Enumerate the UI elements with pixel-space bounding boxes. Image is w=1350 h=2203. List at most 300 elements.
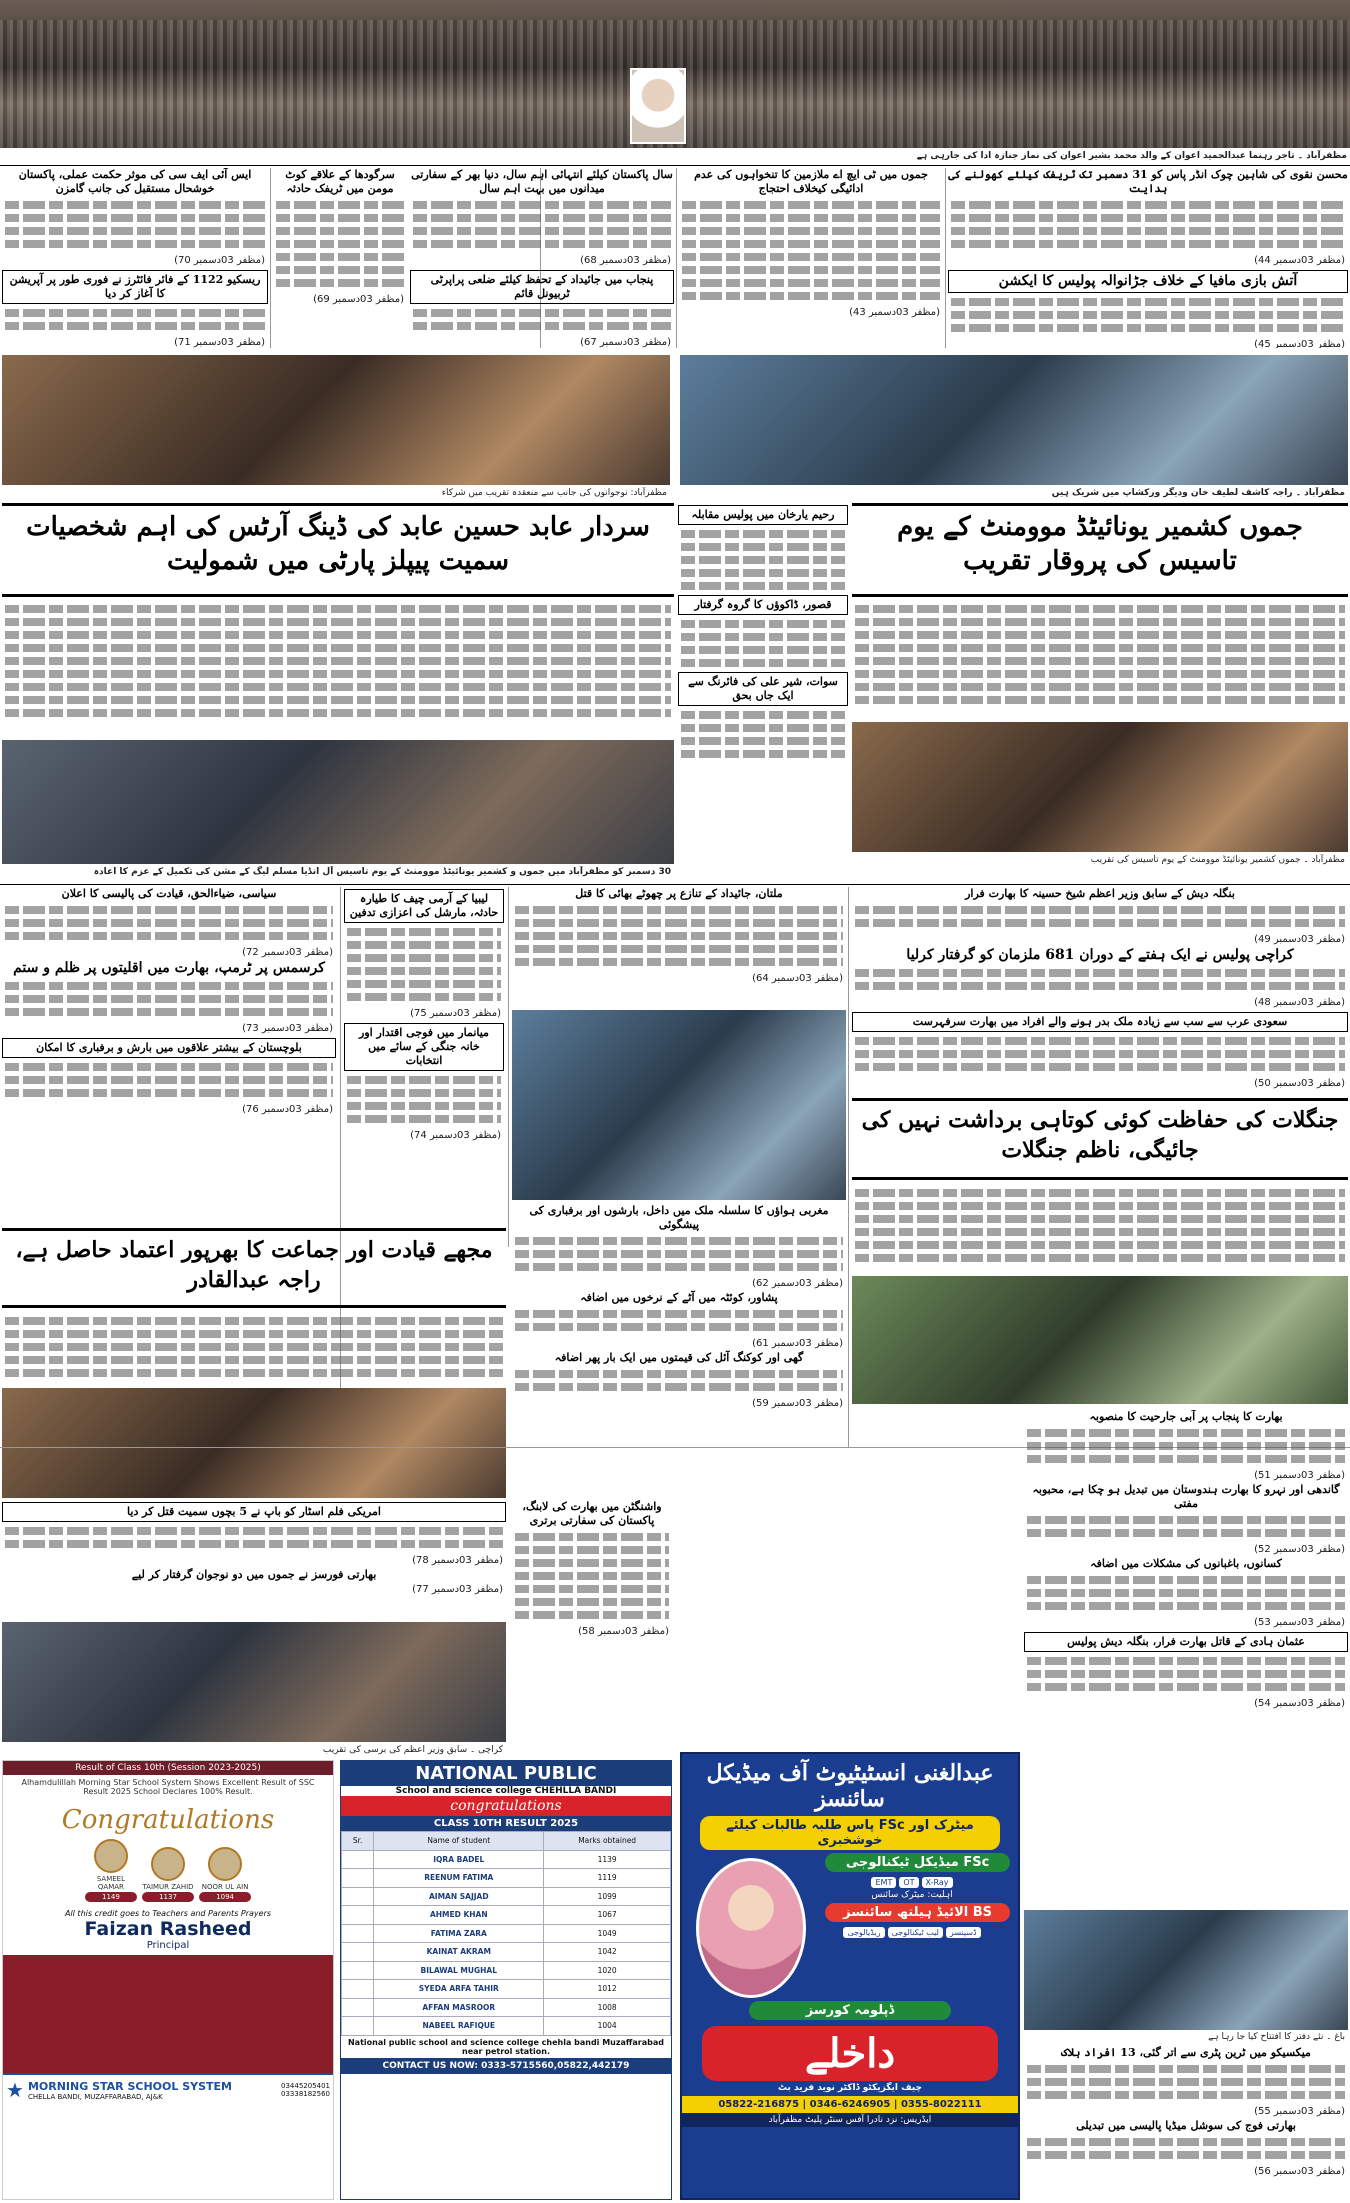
course-fsc: FSc میڈیکل ٹیکنالوجی: [825, 1853, 1010, 1872]
text-line: [515, 1546, 669, 1554]
text-line: [347, 954, 501, 962]
text-line: [855, 1215, 1345, 1223]
topper-photo: [94, 1839, 128, 1873]
text-line: [1027, 2078, 1345, 2086]
story-ref: (مظفر 03دسمبر 67): [580, 337, 671, 348]
text-line: [855, 605, 1345, 613]
text-line: [347, 967, 501, 975]
story-headline: سعودی عرب سے سب سے زیادہ ملک بدر ہونے والے افراد میں بھارت سرفہرست: [852, 1012, 1348, 1032]
top-photo-portrait-inset: [630, 68, 686, 144]
text-line: [347, 993, 501, 1001]
text-line: [681, 659, 845, 667]
text-line: [5, 982, 333, 990]
ad-school-title: NATIONAL PUBLIC: [341, 1761, 671, 1786]
story-headline: پنجاب میں جائیداد کے تحفظ کیلئے ضلعی پراپرٹی ٹربیونل قائم: [410, 270, 674, 304]
student-marks: 1004: [544, 2017, 671, 2036]
story-headline: کسانوں، باغبانوں کی مشکلات میں اضافہ: [1090, 1557, 1282, 1570]
text-line: [5, 227, 265, 235]
story-ref: (مظفر 03دسمبر 49): [1254, 934, 1345, 945]
text-line: [276, 266, 404, 274]
text-line: [5, 322, 265, 330]
ad-footer: [3, 2073, 333, 2105]
student-marks: 1119: [544, 1869, 671, 1888]
text-line: [5, 1063, 333, 1071]
text-line: [276, 253, 404, 261]
text-line: [1027, 2151, 1345, 2159]
text-line: [276, 201, 404, 209]
table-row: [342, 1924, 671, 1943]
story-headline: کرسمس پر ٹرمپ، بھارت میں اقلیتوں پر ظلم و ستم: [13, 960, 325, 976]
text-line: [515, 1237, 843, 1245]
text-line: [682, 240, 940, 248]
student-name: BILAWAL MUGHAL: [374, 1961, 544, 1980]
text-line: [855, 1254, 1345, 1262]
story-headline: عثمان ہادی کے قاتل بھارت فرار، بنگلہ دیش پولیس: [1024, 1632, 1348, 1652]
story-headline: گھی اور کوکنگ آئل کی قیمتوں میں ایک بار پھر اضافہ: [554, 1351, 804, 1364]
story-body-left: [2, 600, 674, 740]
principal-title: Principal: [146, 1940, 190, 1951]
topper-card: [142, 1847, 194, 1902]
text-line: [951, 298, 1345, 306]
photo-caption: مظفرآباد ۔ راجہ کاشف لطیف خان ودیگر ورکشاپ میں شریک ہیں: [1051, 488, 1345, 498]
table-row: [342, 1906, 671, 1925]
principal-name: Faizan Rasheed: [84, 1918, 252, 1940]
story-ref: (مظفر 03دسمبر 73): [242, 1023, 333, 1034]
story-headline: بنگلہ دیش کے سابق وزیر اعظم شیخ حسینہ کا بھارت فرار: [965, 887, 1235, 900]
story-ref: (مظفر 03دسمبر 51): [1254, 1470, 1345, 1481]
text-line: [1027, 2065, 1345, 2073]
text-line: [5, 1330, 503, 1338]
text-line: [682, 227, 940, 235]
story-headline: سال پاکستان کیلئے انتہائی اہم سال، دنیا بھر کے سفارتی میدانوں میں بہت اہم سال: [411, 168, 673, 195]
text-line: [515, 1559, 669, 1567]
course-tag: لیب ٹیکنالوجی: [888, 1927, 943, 1938]
mid-right-stories: [852, 887, 1348, 1097]
text-line: [5, 1008, 333, 1016]
col-name: Name of student: [374, 1832, 544, 1851]
story-ref: (مظفر 03دسمبر 55): [1254, 2106, 1345, 2117]
story-ref: (مظفر 03دسمبر 59): [752, 1398, 843, 1409]
text-line: [515, 1533, 669, 1541]
text-line: [681, 582, 845, 590]
divider: [0, 884, 1350, 885]
story-headline: آتش بازی مافیا کے خلاف جڑانوالہ پولیس کا ایکشن: [948, 270, 1348, 293]
text-line: [515, 919, 843, 927]
center-story-murder: [512, 887, 846, 1017]
text-line: [855, 969, 1345, 977]
text-line: [855, 919, 1345, 927]
center-lower-lobbying: [512, 1500, 672, 1750]
story-headline: لیبیا کے آرمی چیف کا طیارہ حادثہ، مارشل کی اعزازی تدفین: [344, 889, 504, 923]
story-ref: (مظفر 03دسمبر 56): [1254, 2166, 1345, 2177]
story-headline: بھارتی فوج کی سوشل میڈیا پالیسی میں تبدیلی: [1076, 2119, 1296, 2132]
text-line: [5, 1369, 503, 1377]
text-line: [855, 1063, 1345, 1071]
small-box-headline: سوات، شیر علی کی فائرنگ سے ایک جاں بحق: [678, 672, 848, 706]
story-headline: سیاسی، ضیاءالحق، قیادت کی پالیسی کا اعلان: [61, 887, 277, 900]
text-line: [5, 1356, 503, 1364]
text-line: [347, 941, 501, 949]
institute-subtitle: میٹرک اور FSc پاس طلبہ طالبات کیلئے خوشخبری: [700, 1816, 1000, 1850]
text-line: [681, 556, 845, 564]
story-ref: (مظفر 03دسمبر 43): [849, 307, 940, 318]
photo-meeting-left: [2, 355, 670, 485]
text-line: [5, 240, 265, 248]
ad-address: National public school and science college chehla bandi Muzaffarabad near petrol station.: [347, 2037, 664, 2056]
story-body-right: [852, 600, 1348, 720]
student-name: AFFAN MASROOR: [374, 1998, 544, 2017]
text-line: [276, 214, 404, 222]
lower-left-stories: [2, 1500, 506, 1620]
text-line: [515, 958, 843, 966]
text-line: [5, 919, 333, 927]
text-line: [1027, 1670, 1345, 1678]
text-line: [681, 646, 845, 654]
story-headline: سرگودھا کے علاقے کوٹ مومن میں ٹریفک حادثہ: [285, 168, 395, 195]
row-index: [342, 2017, 374, 2036]
topper-photo: [208, 1847, 242, 1881]
text-line: [855, 1189, 1345, 1197]
text-line: [5, 696, 671, 704]
text-line: [347, 1102, 501, 1110]
student-name: REENUM FATIMA: [374, 1869, 544, 1888]
ad-result-banner: Result of Class 10th (Session 2023-2025): [3, 1761, 333, 1775]
text-line: [855, 1228, 1345, 1236]
topper-name: TAIMUR ZAHID: [142, 1883, 194, 1891]
text-line: [276, 227, 404, 235]
story-headline: محسن نقوی کی شاہین چوک انڈر پاس کو 31 دسمبر تک ٹریفک کیلئے کھولنے کی ہدایت: [948, 168, 1348, 195]
text-line: [515, 945, 843, 953]
text-line: [681, 737, 845, 745]
ad-school-subtitle: School and science college CHEHLLA BANDI: [395, 1786, 617, 1796]
topper-card: [85, 1839, 137, 1902]
student-marks: 1049: [544, 1924, 671, 1943]
topper-photo: [151, 1847, 185, 1881]
text-line: [5, 309, 265, 317]
story-headline: پشاور، کوئٹہ میں آٹے کے نرخوں میں اضافہ: [580, 1291, 778, 1304]
text-line: [1027, 1429, 1345, 1437]
phone-number: 03445205401: [281, 2082, 330, 2090]
student-marks: 1008: [544, 1998, 671, 2017]
phone-block: [281, 2082, 330, 2098]
text-line: [855, 1050, 1345, 1058]
institute-phones: 05822-216875 | 0346-6246905 | 0355-8022111: [682, 2096, 1018, 2113]
text-line: [681, 530, 845, 538]
text-line: [855, 644, 1345, 652]
story-headline: میانمار میں فوجی اقتدار اور خانہ جنگی کے سائے میں انتخابات: [344, 1023, 504, 1071]
text-line: [413, 240, 671, 248]
divider: [0, 165, 1350, 166]
student-marks: 1042: [544, 1943, 671, 1962]
text-line: [5, 618, 671, 626]
story-ref: (مظفر 03دسمبر 70): [174, 255, 265, 266]
course-bs: BS الائیڈ ہیلتھ سائنسز: [825, 1903, 1010, 1922]
text-line: [347, 980, 501, 988]
text-line: [682, 201, 940, 209]
text-line: [681, 633, 845, 641]
text-line: [682, 292, 940, 300]
course-tag: ریڈیالوجی: [843, 1927, 884, 1938]
student-list: [3, 1955, 333, 2073]
text-line: [951, 311, 1345, 319]
text-line: [682, 214, 940, 222]
text-line: [5, 670, 671, 678]
school-location: CHELLA BANDI, MUZAFFARABAD, AJ&K: [27, 2092, 163, 2101]
story-headline: ریسکیو 1122 کے فائر فائٹرز نے فوری طور پر آپریشن کا آغاز کر دیا: [2, 270, 268, 304]
story-ref: (مظفر 03دسمبر 54): [1254, 1698, 1345, 1709]
small-box-headline: قصور، ڈاکوؤں کا گروہ گرفتار: [678, 595, 848, 615]
text-line: [5, 1343, 503, 1351]
text-line: [5, 1527, 503, 1535]
story-ref: (مظفر 03دسمبر 64): [752, 973, 843, 984]
photo-medical-camp: [2, 1388, 506, 1498]
story-ref: (مظفر 03دسمبر 75): [410, 1008, 501, 1019]
text-line: [681, 711, 845, 719]
text-line: [681, 543, 845, 551]
ad-congratulations: congratulations: [341, 1796, 671, 1816]
story-col-5: [2, 168, 268, 348]
row-index: [342, 1943, 374, 1962]
topper-marks: 1149: [85, 1892, 137, 1902]
col-sr: Sr.: [342, 1832, 374, 1851]
story-headline: بھارت کا پنجاب پر آبی جارحیت کا منصوبہ: [1089, 1410, 1283, 1423]
story-headline: ایس آئی ایف سی کی موثر حکمت عملی، پاکستان خوشحال مستقبل کی جانب گامزن: [18, 168, 252, 195]
ad-congratulations: Congratulations: [61, 1805, 275, 1835]
story-headline: امریکی فلم اسٹار کو باپ نے 5 بچوں سمیت قتل کر دیا: [2, 1502, 506, 1522]
ad-abdul-ghani-institute: [680, 1752, 1020, 2200]
ad-national-public-school: [340, 1760, 672, 2200]
text-line: [1027, 1529, 1345, 1537]
text-line: [855, 1202, 1345, 1210]
text-line: [681, 569, 845, 577]
story-headline: جموں میں ٹی ایچ اے ملازمین کا تنخواہوں کی عدم ادائیگی کیخلاف احتجاج: [694, 168, 928, 195]
student-marks: 1067: [544, 1906, 671, 1925]
text-line: [855, 1241, 1345, 1249]
story-ref: (مظفر 03دسمبر 77): [412, 1584, 503, 1595]
story-col-1: [948, 168, 1348, 348]
text-line: [1027, 1683, 1345, 1691]
text-line: [951, 240, 1345, 248]
student-portrait: [696, 1858, 806, 1998]
ad-thanks: All this credit goes to Teachers and Parents Prayers: [64, 1909, 272, 1918]
text-line: [413, 309, 671, 317]
table-row: [342, 1961, 671, 1980]
text-line: [1027, 1516, 1345, 1524]
divider: [508, 887, 509, 1247]
leadership-body: [2, 1312, 506, 1382]
table-row: [342, 1943, 671, 1962]
story-ref: (مظفر 03دسمبر 53): [1254, 1617, 1345, 1628]
row-index: [342, 1906, 374, 1925]
topper-marks: 1137: [142, 1892, 194, 1902]
divider: [848, 887, 849, 1447]
text-line: [515, 1310, 843, 1318]
director-name: چیف ایگزیکٹو ڈاکٹر نوید فرید بٹ: [778, 2083, 922, 2093]
institute-address: ایڈریس: نزد نادرا آفس سنٹر پلیٹ مظفرآباد: [682, 2113, 1018, 2127]
text-line: [347, 1115, 501, 1123]
photo-inauguration: [1024, 1910, 1348, 2030]
school-logo-block: [6, 2078, 232, 2102]
results-body: [342, 1850, 671, 2035]
left-stories: [2, 887, 336, 1217]
text-line: [682, 266, 940, 274]
text-line: [5, 201, 265, 209]
story-ref: (مظفر 03دسمبر 74): [410, 1130, 501, 1141]
right-bottom-stories: [1024, 2046, 1348, 2200]
text-line: [515, 1263, 843, 1271]
text-line: [5, 605, 671, 613]
student-marks: 1099: [544, 1887, 671, 1906]
photo-school-children: [512, 1010, 846, 1200]
table-header-row: [342, 1832, 671, 1851]
story-ref: (مظفر 03دسمبر 76): [242, 1104, 333, 1115]
table-row: [342, 1998, 671, 2017]
text-line: [347, 1089, 501, 1097]
text-line: [855, 906, 1345, 914]
student-marks: 1139: [544, 1850, 671, 1869]
row-index: [342, 1998, 374, 2017]
table-row: [342, 2017, 671, 2036]
text-line: [5, 1317, 503, 1325]
text-line: [951, 214, 1345, 222]
text-line: [347, 928, 501, 936]
student-name: SYEDA ARFA TAHIR: [374, 1980, 544, 1999]
text-line: [413, 227, 671, 235]
ad-toppers: [3, 1839, 333, 1903]
text-line: [1027, 2091, 1345, 2099]
course-tag: ڈسپنسر: [946, 1927, 981, 1938]
story-col-3: [410, 168, 674, 348]
topper-marks: 1094: [199, 1892, 251, 1902]
text-line: [413, 214, 671, 222]
text-line: [5, 1089, 333, 1097]
text-line: [5, 906, 333, 914]
photo-forest-officials: [852, 1276, 1348, 1404]
story-ref: (مظفر 03دسمبر 52): [1254, 1544, 1345, 1555]
ad-contact: CONTACT US NOW: 0333-5715560,05822,442179: [341, 2058, 671, 2074]
text-line: [5, 683, 671, 691]
ad-class-line: CLASS 10TH RESULT 2025: [341, 1816, 671, 1831]
story-ref: (مظفر 03دسمبر 58): [578, 1626, 669, 1637]
row-index: [342, 1980, 374, 1999]
text-line: [682, 253, 940, 261]
story-col-2: [679, 168, 943, 348]
col-marks: Marks obtained: [544, 1832, 671, 1851]
headline-big-left: سردار عابد حسین عابد کی ڈینگ آرٹس کی اہم شخصیات سمیت پیپلز پارٹی میں شمولیت: [2, 503, 674, 597]
text-line: [1027, 1576, 1345, 1584]
text-line: [5, 657, 671, 665]
eligibility: اہلیت: میٹرک سائنس: [871, 1890, 953, 1900]
student-name: KAINAT AKRAM: [374, 1943, 544, 1962]
story-ref: (مظفر 03دسمبر 48): [1254, 997, 1345, 1008]
text-line: [5, 1076, 333, 1084]
student-name: FATIMA ZARA: [374, 1924, 544, 1943]
text-line: [855, 657, 1345, 665]
row-index: [342, 1850, 374, 1869]
star-logo-icon: ★: [6, 2078, 24, 2102]
text-line: [276, 279, 404, 287]
course-tags: [806, 1925, 1018, 1940]
student-marks: 1012: [544, 1980, 671, 1999]
text-line: [951, 201, 1345, 209]
topper-name: NOOR UL AIN: [201, 1883, 249, 1891]
story-headline: واشنگٹن میں بھارت کی لابنگ، پاکستان کی سفارتی برتری: [522, 1500, 662, 1527]
headline-big-right: جموں کشمیر یونائیٹڈ موومنٹ کے یوم تاسیس کی پروقار تقریب: [852, 503, 1348, 597]
ad-intro: Alhamdulillah Morning Star School System Shows Excellent Result of SSC Result 2025 School Declares 100% Result.: [21, 1778, 315, 1796]
institute-title: عبدالغنی انسٹیٹیوٹ آف میڈیکل سائنسز: [706, 1760, 994, 1812]
student-name: NABEEL RAFIQUE: [374, 2017, 544, 2036]
text-line: [855, 683, 1345, 691]
results-table: [341, 1831, 671, 2036]
top-photo-caption: مظفرآباد ۔ تاجر رہنما عبدالحمید اعوان کے والد محمد بشیر اعوان کی نماز جنازہ ادا کی جارہی ہے: [916, 151, 1347, 161]
story-ref: (مظفر 03دسمبر 50): [1254, 1078, 1345, 1089]
text-line: [5, 932, 333, 940]
student-name: AHMED KHAN: [374, 1906, 544, 1925]
course-tag: OT: [899, 1877, 918, 1888]
story-ref: (مظفر 03دسمبر 68): [580, 255, 671, 266]
story-ref: (مظفر 03دسمبر 78): [412, 1555, 503, 1566]
text-line: [682, 279, 940, 287]
photo-caption: باغ ۔ نئے دفتر کا افتتاح کیا جا رہا ہے: [1208, 2032, 1345, 2042]
banner-30-december: 30 دسمبر کو مظفرآباد میں جموں و کشمیر یونائیٹڈ موومنٹ کے یوم تاسیس آل انڈیا مسلم لیگ کے مشن کی تکمیل کے عزم کا اعادہ: [93, 867, 671, 877]
photo-event-bottom-left: [2, 1622, 506, 1742]
text-line: [5, 214, 265, 222]
center-left-stories: [344, 887, 504, 1247]
phone-number: 03338182560: [281, 2090, 330, 2098]
row-index: [342, 1869, 374, 1888]
text-line: [855, 670, 1345, 678]
headline-big-leadership: مجھے قیادت اور جماعت کا بھرپور اعتماد حاصل ہے، راجہ عبدالقادر: [2, 1228, 506, 1308]
story-headline: کراچی پولیس نے ایک ہفتے کے دوران 681 ملزمان کو گرفتار کرلیا: [906, 947, 1294, 963]
row-index: [342, 1887, 374, 1906]
photo-caption: مظفرآباد ۔ جموں کشمیر یونائیٹڈ موومنٹ کے یوم تاسیس کی تقریب: [1090, 855, 1345, 865]
row-index: [342, 1924, 374, 1943]
divider: [270, 168, 271, 348]
text-line: [5, 709, 671, 717]
text-line: [515, 1611, 669, 1619]
table-row: [342, 1887, 671, 1906]
small-box-headline: رحیم یارخان میں پولیس مقابلہ: [678, 505, 848, 525]
story-ref: (مظفر 03دسمبر 62): [752, 1278, 843, 1289]
text-line: [515, 1250, 843, 1258]
story-col-4: [273, 168, 407, 348]
story-ref: (مظفر 03دسمبر 45): [1254, 339, 1345, 348]
student-name: IQRA BADEL: [374, 1850, 544, 1869]
story-headline: بلوچستان کے بیشتر علاقوں میں بارش و برفباری کا امکان: [2, 1038, 336, 1058]
course-tags: [806, 1875, 1018, 1890]
course-diploma: ڈپلومہ کورسز: [749, 2001, 951, 2020]
text-line: [855, 696, 1345, 704]
text-line: [5, 995, 333, 1003]
table-row: [342, 1980, 671, 1999]
text-line: [855, 618, 1345, 626]
table-row: [342, 1850, 671, 1869]
topper-card: [199, 1847, 251, 1902]
story-headline: گاندھی اور نہرو کا بھارت ہندوستان میں تبدیل ہو چکا ہے، محبوبہ مفتی: [1032, 1483, 1340, 1510]
text-line: [5, 631, 671, 639]
text-line: [855, 982, 1345, 990]
text-line: [515, 1323, 843, 1331]
photo-caption: مظفرآباد: نوجوانوں کی جانب سے منعقدہ تقریب میں شرکاء: [441, 488, 667, 498]
text-line: [515, 932, 843, 940]
table-row: [342, 1869, 671, 1888]
photo-workshop-right: [680, 355, 1348, 485]
text-line: [855, 1037, 1345, 1045]
course-tag: EMT: [871, 1877, 896, 1888]
text-line: [413, 201, 671, 209]
text-line: [1027, 1657, 1345, 1665]
row-index: [342, 1961, 374, 1980]
